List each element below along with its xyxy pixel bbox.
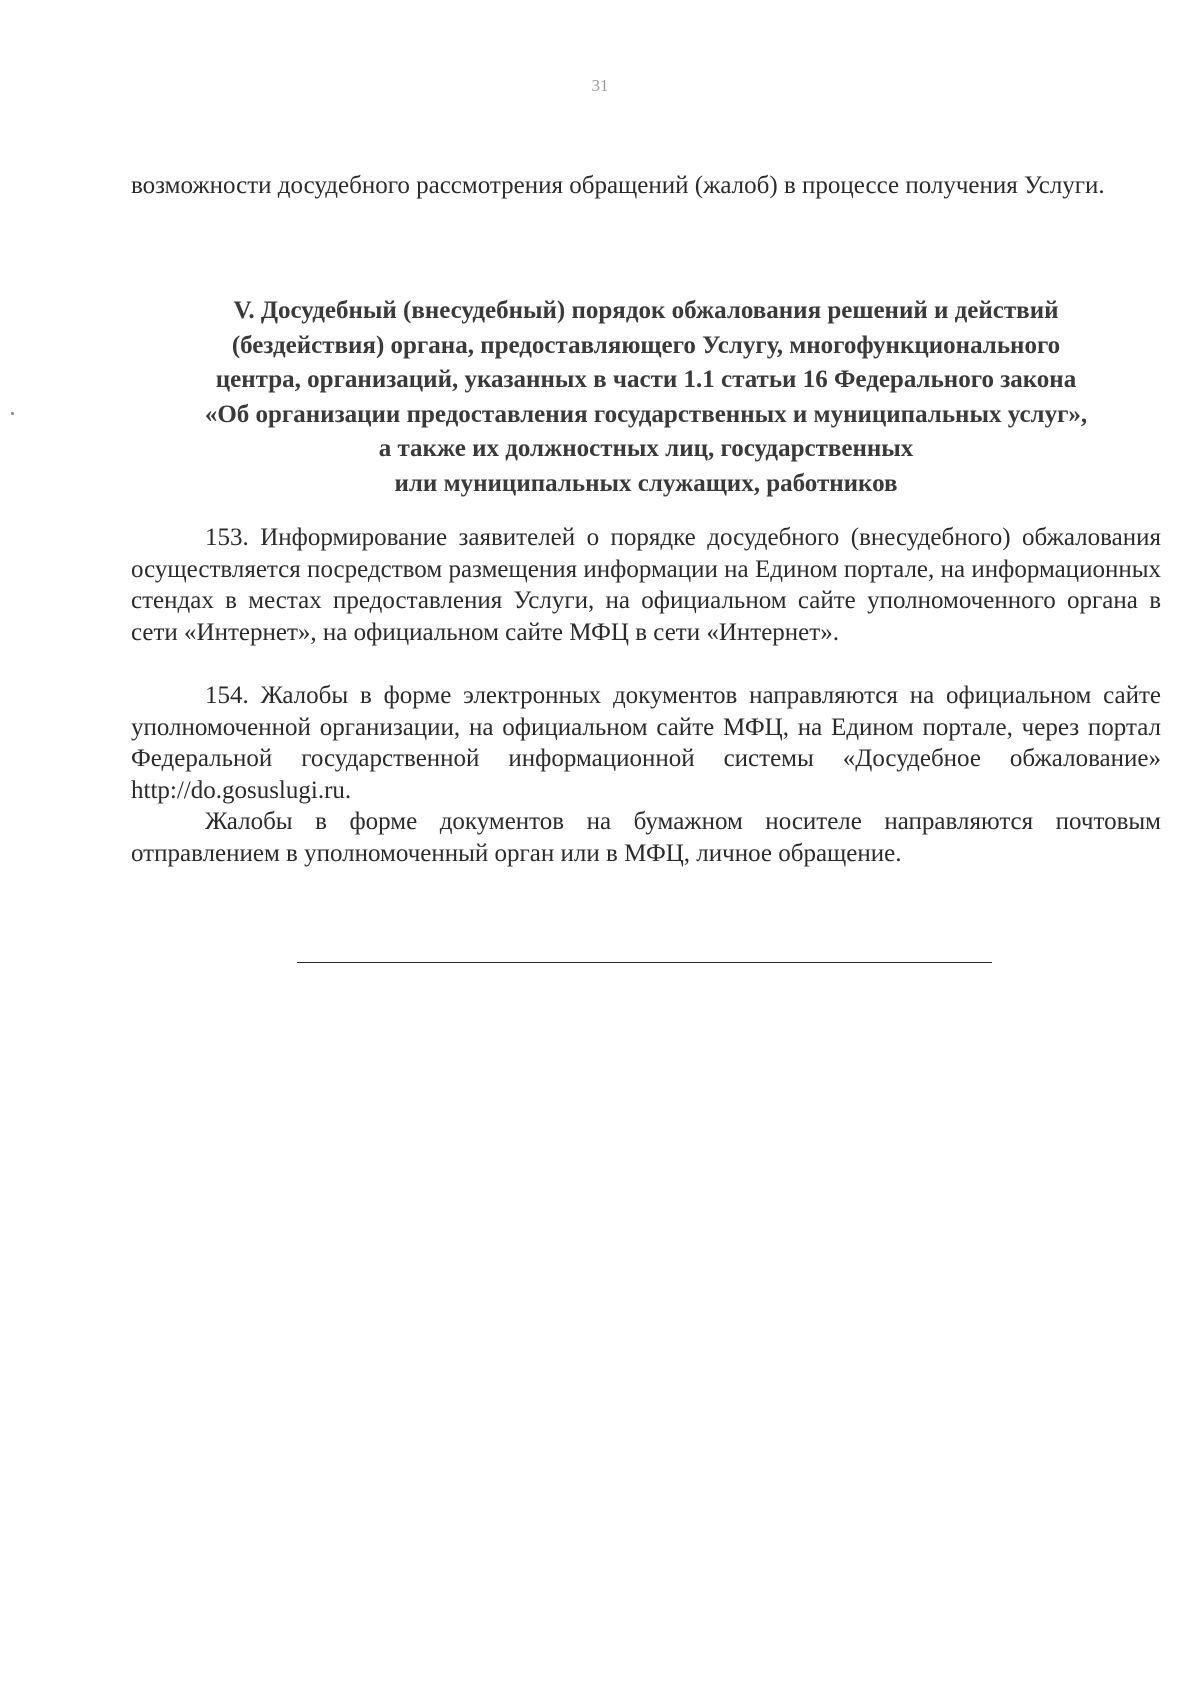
- heading-line: (бездействия) органа, предоставляющего Услугу, многофункционального: [231, 331, 1061, 359]
- scan-artifact: [11, 412, 14, 415]
- intro-paragraph: возможности досудебного рассмотрения обращений (жалоб) в процессе получения Услуги.: [131, 172, 1105, 199]
- heading-line: V. Досудебный (внесудебный) порядок обжалования решений и действий: [233, 297, 1059, 324]
- end-divider: [297, 962, 992, 963]
- heading-line: «Об организации предоставления государственных и муниципальных услуг»,: [204, 400, 1088, 428]
- paragraph-153: 153. Информирование заявителей о порядке досудебного (внесудебного) обжалования осуществляется посредством размещения информации на Едином портале, на информационных стендах в местах предоставления Услуги, на официальном сайте уполномоченного органа в сети «Интернет», на официальном сайте МФЦ в сети «Интернет».: [131, 524, 1161, 646]
- page-number: 31: [591, 76, 609, 95]
- heading-line: или муниципальных служащих, работников: [394, 469, 898, 497]
- section-heading: [131, 294, 1161, 501]
- paragraph-154: 154. Жалобы в форме электронных документов направляются на официальном сайте уполномоченной организации, на официальном сайте МФЦ, на Едином портале, через портал Федеральной государственной информационной системы «Досудебное обжалование» http://do.gosuslugi.ru.: [131, 682, 1161, 804]
- heading-line: центра, организаций, указанных в части 1.1 статьи 16 Федерального закона: [215, 366, 1077, 393]
- paragraph-paper-complaints: Жалобы в форме документов на бумажном носителе направляются почтовым отправлением в уполномоченный орган или в МФЦ, личное обращение.: [131, 808, 1161, 867]
- heading-line: а также их должностных лиц, государственных: [378, 435, 914, 462]
